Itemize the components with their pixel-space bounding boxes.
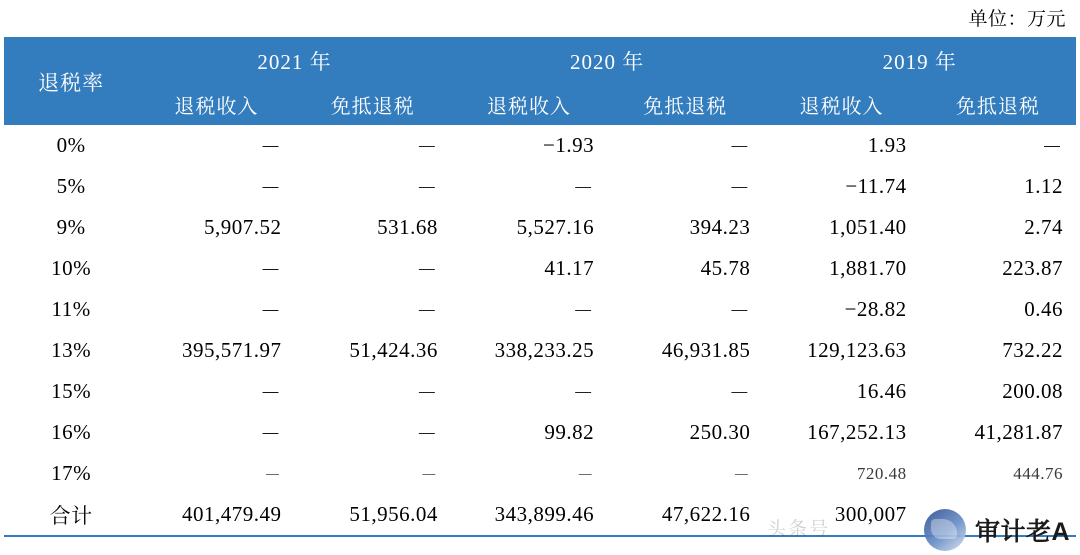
cell-value: 2.74: [1024, 215, 1063, 239]
cell-value: 47,622.16: [607, 494, 763, 536]
cell-value: －: [576, 466, 595, 485]
cell-value: 395,571.97: [182, 338, 282, 362]
cell-value: 200.08: [1002, 379, 1063, 403]
table-body: [4, 125, 1076, 536]
cell-value: 300,007: [763, 494, 919, 536]
cell-value: 0.46: [1024, 297, 1063, 321]
cell-value: 401,479.49: [138, 494, 294, 536]
header-2019-rebate-income: 退税收入: [763, 83, 919, 125]
cell-value: 531.68: [377, 215, 438, 239]
cell-value: 394.23: [689, 215, 751, 239]
cell-value: －: [260, 134, 282, 159]
header-year-2020: 2020 年: [451, 38, 764, 83]
header-2020-rebate-income: 退税收入: [451, 83, 607, 125]
watermark-avatar-icon: [924, 509, 966, 551]
cell-value: 720.48: [856, 463, 907, 483]
cell-value: －: [572, 175, 595, 200]
cell-value: －: [416, 298, 438, 323]
cell-value: －: [572, 380, 595, 405]
cell-value: 1,051.40: [829, 215, 907, 239]
cell-value: －: [420, 466, 438, 485]
cell-value: 45.78: [700, 256, 751, 280]
cell-value: −11.74: [845, 174, 907, 198]
row-label: 15%: [51, 379, 92, 403]
cell-value: −28.82: [844, 297, 907, 321]
cell-value: 46,931.85: [661, 338, 751, 362]
header-2019-exempt-credit-refund: 免抵退税: [920, 83, 1076, 125]
cell-value: 51,956.04: [295, 494, 451, 536]
watermark-author-name: 审计老A: [974, 518, 1070, 546]
row-label: 13%: [51, 338, 92, 362]
unit-note: 单位：万元: [968, 9, 1066, 30]
cell-value: 732.22: [1002, 338, 1063, 362]
table-row: [4, 371, 1076, 412]
cell-value: －: [260, 421, 282, 446]
watermark-ghost-text: 头条号: [766, 519, 830, 540]
cell-value: 444.76: [1013, 463, 1063, 483]
table-row: [4, 166, 1076, 207]
table-row: [4, 330, 1076, 371]
cell-value: －: [416, 175, 438, 200]
row-label: 11%: [51, 297, 91, 321]
table-row: [4, 207, 1076, 248]
row-label: 10%: [51, 256, 92, 280]
cell-value: 167,252.13: [807, 420, 907, 444]
watermark: [924, 509, 1070, 551]
cell-value: －: [260, 298, 282, 323]
cell-value: －: [728, 298, 751, 323]
header-2020-exempt-credit-refund: 免抵退税: [607, 83, 763, 125]
row-label: 16%: [51, 420, 92, 444]
cell-value: 250.30: [689, 420, 751, 444]
cell-value: 41.17: [544, 256, 595, 280]
table-header-row-metrics: [4, 83, 1076, 125]
row-label: 合计: [4, 494, 138, 536]
cell-value: －: [728, 134, 751, 159]
cell-value: 1,881.70: [829, 256, 907, 280]
cell-value: －: [416, 134, 438, 159]
cell-value: 1.12: [1024, 174, 1063, 198]
header-rebate-rate: 退税率: [4, 38, 138, 125]
cell-value: 129,123.63: [807, 338, 907, 362]
cell-value: －: [260, 380, 282, 405]
table-row: [4, 248, 1076, 289]
cell-value: －: [416, 257, 438, 282]
cell-value: 51,424.36: [349, 338, 438, 362]
cell-value: －: [728, 380, 751, 405]
row-label: 5%: [56, 174, 86, 198]
cell-value: －: [416, 380, 438, 405]
header-year-2021: 2021 年: [138, 38, 451, 83]
cell-value: 16.46: [856, 379, 907, 403]
table-header-row-years: [4, 38, 1076, 83]
table-header: [4, 38, 1076, 125]
table-row: [4, 453, 1076, 494]
cell-value: 5,907.52: [204, 215, 282, 239]
cell-value: －: [572, 298, 595, 323]
row-label: 0%: [56, 133, 86, 157]
cell-value: －: [416, 421, 438, 446]
row-label: 9%: [56, 215, 86, 239]
header-2021-exempt-credit-refund: 免抵退税: [295, 83, 451, 125]
cell-value: －: [264, 466, 282, 485]
cell-value: 1.93: [867, 133, 907, 157]
cell-value: －: [732, 466, 751, 485]
table-row-total: [4, 494, 1076, 536]
table-row: [4, 125, 1076, 166]
cell-value: －: [728, 175, 751, 200]
tax-rebate-table: [4, 37, 1076, 537]
cell-value: 41,281.87: [974, 420, 1063, 444]
row-label: 17%: [51, 461, 92, 485]
cell-value: 338,233.25: [494, 338, 595, 362]
header-2021-rebate-income: 退税收入: [138, 83, 294, 125]
cell-value: −1.93: [543, 133, 595, 157]
table-row: [4, 412, 1076, 453]
cell-value: －: [260, 257, 282, 282]
cell-value: －: [260, 175, 282, 200]
table-row: [4, 289, 1076, 330]
cell-value: －: [1041, 134, 1063, 159]
cell-value: 223.87: [1002, 256, 1063, 280]
header-year-2019: 2019 年: [763, 38, 1076, 83]
cell-value: 5,527.16: [516, 215, 595, 239]
cell-value: 343,899.46: [451, 494, 607, 536]
cell-value: 99.82: [544, 420, 595, 444]
